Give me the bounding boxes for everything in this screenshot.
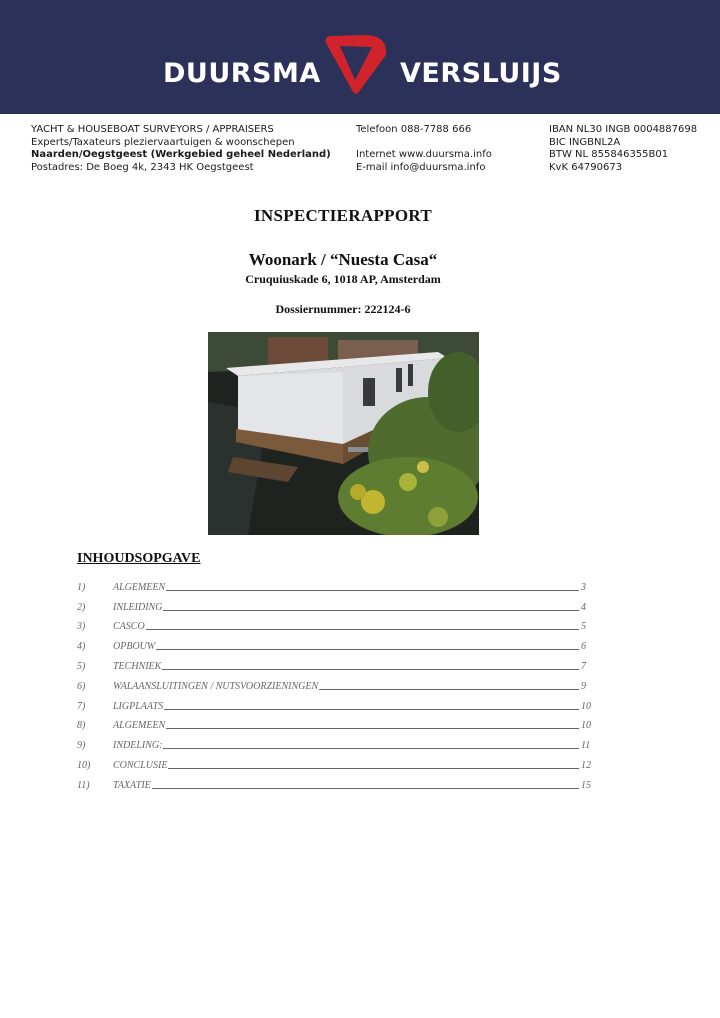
toc-leader-line <box>168 768 579 769</box>
toc-item[interactable] <box>77 712 593 732</box>
toc-leader-line <box>146 629 579 630</box>
company-description: Experts/Taxateurs pleziervaartuigen & woonschepen <box>31 136 295 148</box>
toc-item[interactable] <box>77 573 593 593</box>
toc-item[interactable] <box>77 593 593 613</box>
toc-item-number: 1) <box>77 581 86 593</box>
toc-item-label: TAXATIE <box>113 779 151 791</box>
toc-item-page: 10 <box>581 720 591 732</box>
toc-item-number: 10) <box>77 759 91 771</box>
toc-item-label: CASCO <box>113 621 145 633</box>
contact-spacer <box>356 137 492 150</box>
toc-item-page: 10 <box>581 700 591 712</box>
header-banner <box>0 0 720 114</box>
vat-line: BTW NL 855846355B01 <box>549 149 669 160</box>
bic-line: BIC INGBNL2A <box>549 136 621 148</box>
company-tagline: YACHT & HOUSEBOAT SURVEYORS / APPRAISERS <box>31 124 274 135</box>
toc-heading: INHOUDSOPGAVE <box>77 551 201 566</box>
toc-item-label: INLEIDING <box>113 601 163 613</box>
toc-item-number: 3) <box>77 621 86 633</box>
toc-item-number: 2) <box>77 601 86 613</box>
houseboat-photo <box>208 332 479 535</box>
toc-leader-line <box>152 788 579 789</box>
brand-name-right: VERSLUIJS <box>400 58 562 89</box>
toc-item-page: 15 <box>581 779 591 791</box>
toc-leader-line <box>163 748 579 749</box>
toc-item-number: 4) <box>77 641 86 653</box>
red-triangle-d-logo-icon <box>322 33 388 95</box>
email-line: E-mail info@duursma.info <box>356 161 486 173</box>
iban-line: IBAN NL30 INGB 0004887698 <box>549 124 698 135</box>
toc-leader-line <box>163 610 579 611</box>
toc-item-page: 5 <box>581 621 586 633</box>
toc-item[interactable] <box>77 613 593 633</box>
toc-item-label: CONCLUSIE <box>113 759 168 771</box>
toc-item-page: 7 <box>581 660 586 672</box>
toc-leader-line <box>319 689 579 690</box>
toc-item-number: 6) <box>77 680 86 692</box>
toc-item[interactable] <box>77 731 593 751</box>
table-of-contents <box>77 573 593 791</box>
toc-item[interactable] <box>77 652 593 672</box>
report-subtitle: Woonark / “Nuesta Casa“ <box>248 250 438 269</box>
toc-item[interactable] <box>77 771 593 791</box>
toc-item-label: OPBOUW <box>113 641 156 653</box>
contact-column-bank <box>549 124 697 174</box>
kvk-line: KvK 64790673 <box>549 161 623 173</box>
toc-item-label: WALAANSLUITINGEN / NUTSVOORZIENINGEN <box>113 680 319 692</box>
toc-item-label: INDELING: <box>113 740 163 752</box>
toc-leader-line <box>162 669 579 670</box>
toc-leader-line <box>166 590 579 591</box>
report-address: Cruquiuskade 6, 1018 AP, Amsterdam <box>245 272 441 286</box>
toc-leader-line <box>164 709 579 710</box>
toc-item-number: 11) <box>77 779 90 791</box>
brand-name-left: DUURSMA <box>163 58 321 89</box>
toc-item-number: 5) <box>77 660 86 672</box>
phone-line: Telefoon 088-7788 666 <box>356 124 472 135</box>
toc-item-number: 9) <box>77 740 86 752</box>
toc-item-label: ALGEMEEN <box>113 720 166 732</box>
toc-leader-line <box>166 728 579 729</box>
toc-item[interactable] <box>77 751 593 771</box>
toc-item[interactable] <box>77 692 593 712</box>
toc-item-page: 12 <box>581 759 591 771</box>
toc-item-label: LIGPLAATS <box>113 700 164 712</box>
toc-item-page: 4 <box>581 601 586 613</box>
toc-item[interactable] <box>77 632 593 652</box>
website-line: Internet www.duursma.info <box>356 149 492 160</box>
company-region: Naarden/Oegstgeest (Werkgebied geheel Nederland) <box>31 149 331 160</box>
toc-item-page: 3 <box>581 581 586 593</box>
toc-item-page: 6 <box>581 641 586 653</box>
toc-item-number: 8) <box>77 720 86 732</box>
contact-column-company <box>31 124 331 174</box>
contact-column-phone-web <box>356 124 492 174</box>
toc-item-page: 9 <box>581 680 586 692</box>
toc-item-label: TECHNIEK <box>113 660 162 672</box>
toc-leader-line <box>156 649 579 650</box>
toc-item[interactable] <box>77 672 593 692</box>
toc-item-label: ALGEMEEN <box>113 581 166 593</box>
company-postal-address: Postadres: De Boeg 4k, 2343 HK Oegstgeest <box>31 161 254 173</box>
report-title: INSPECTIERAPPORT <box>253 206 432 225</box>
toc-item-number: 7) <box>77 700 86 712</box>
dossier-number: Dossiernummer: 222124-6 <box>275 302 411 316</box>
toc-item-page: 11 <box>581 740 591 752</box>
